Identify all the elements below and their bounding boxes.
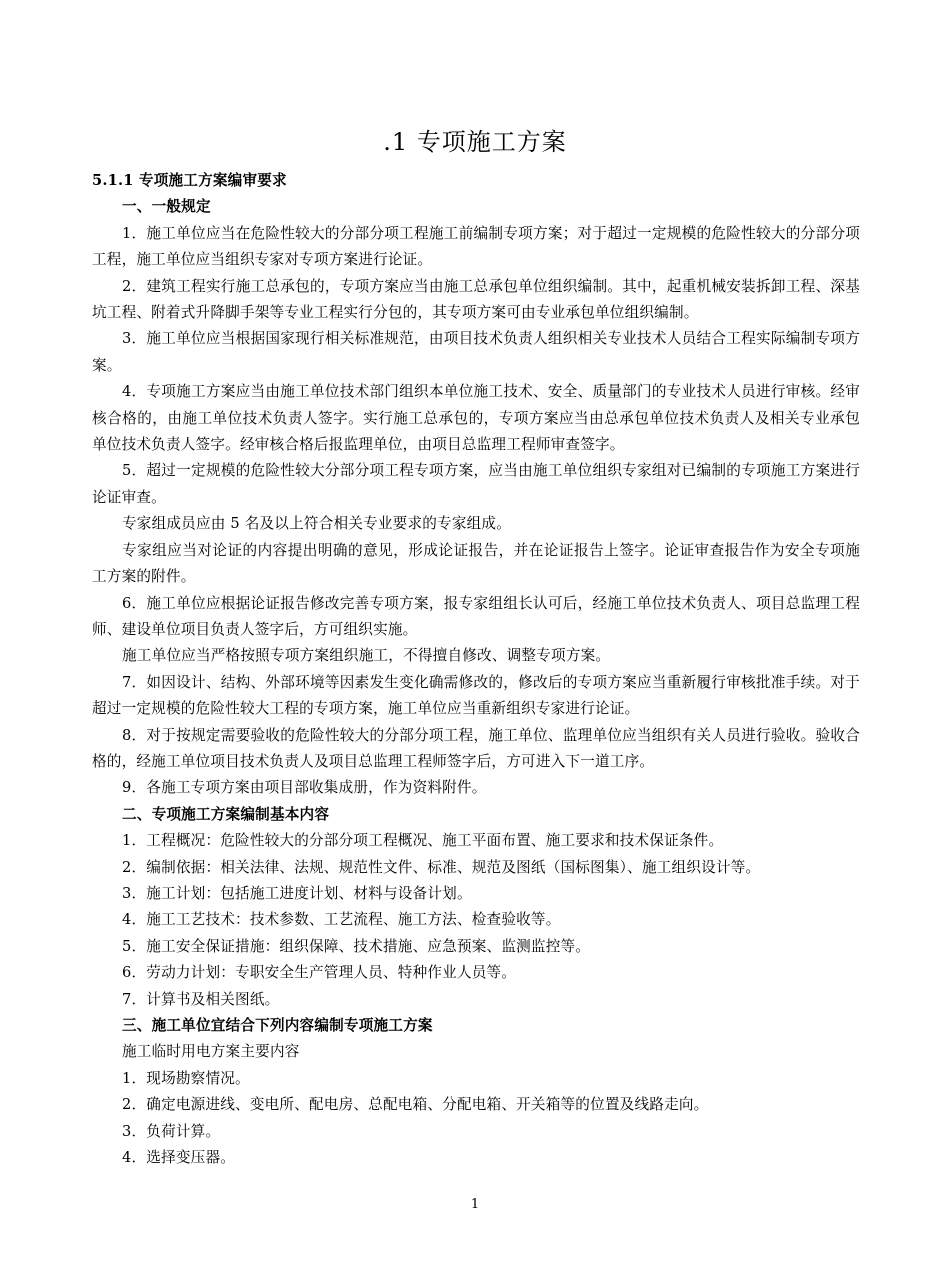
paragraph: 4．施工工艺技术：技术参数、工艺流程、施工方法、检查验收等。 [122, 911, 561, 929]
paragraph: 5．超过一定规模的危险性较大分部分项工程专项方案，应当由施工单位组织专家组对已编制的专项施工方案进行论证审查。 [92, 462, 860, 506]
paragraph: 3．施工单位应当根据国家现行相关标准规范，由项目技术负责人组织相关专业技术人员结合工程实际编制专项方案。 [92, 330, 860, 374]
page-number: 1 [470, 1197, 480, 1212]
paragraph: 4．选择变压器。 [122, 1149, 236, 1167]
paragraph: 4．专项施工方案应当由施工单位技术部门组织本单位施工技术、安全、质量部门的专业技术人员进行审核。经审核合格的，由施工单位技术负责人签字。实行施工总承包的，专项方案应当由总承包单位技术负责人及相关专业承包单位技术负责人签字。经审核合格后报监理单位，由项目总监理工程师审查签字。 [92, 383, 860, 454]
paragraph: 2．编制依据：相关法律、法规、规范性文件、标准、规范及图纸（国标图集）、施工组织设计等。 [122, 858, 761, 876]
paragraph: 6．劳动力计划：专职安全生产管理人员、特种作业人员等。 [122, 964, 517, 982]
paragraph: 2．建筑工程实行施工总承包的，专项方案应当由施工总承包单位组织编制。其中，起重机械安装拆卸工程、深基坑工程、附着式升降脚手架等专业工程实行分包的，其专项方案可由专业承包单位组织编制。 [92, 277, 860, 322]
paragraph: 7．如因设计、结构、外部环境等因素发生变化确需修改的，修改后的专项方案应当重新履行审核批准手续。对于超过一定规模的危险性较大工程的专项方案，施工单位应当重新组织专家进行论证。 [92, 673, 860, 718]
paragraph: 1．工程概况：危险性较大的分部分项工程概况、施工平面布置、施工要求和技术保证条件。 [122, 832, 724, 850]
paragraph: 1．现场勘察情况。 [122, 1069, 250, 1087]
section-heading: 5.1.1 专项施工方案编审要求 [92, 172, 287, 189]
paragraph: 7．计算书及相关图纸。 [122, 990, 280, 1008]
document-body [92, 168, 860, 1171]
paragraph: 8．对于按规定需要验收的危险性较大的分部分项工程，施工单位、监理单位应当组织有关人员进行验收。验收合格的，经施工单位项目技术负责人及项目总监理工程师签字后，方可进入下一道工序。 [92, 726, 860, 770]
section-heading: 三、施工单位宜结合下列内容编制专项施工方案 [122, 1017, 433, 1034]
paragraph: 施工临时用电方案主要内容 [122, 1043, 300, 1061]
paragraph: 5．施工安全保证措施：组织保障、技术措施、应急预案、监测监控等。 [122, 937, 591, 955]
paragraph: 3．负荷计算。 [122, 1122, 221, 1140]
paragraph: 专家组成员应由 5 名及以上符合相关专业要求的专家组成。 [122, 515, 512, 533]
paragraph: 6．施工单位应根据论证报告修改完善专项方案，报专家组组长认可后，经施工单位技术负责人、项目总监理工程师、建设单位项目负责人签字后，方可组织实施。 [92, 594, 860, 638]
paragraph: 3．施工计划：包括施工进度计划、材料与设备计划。 [122, 884, 472, 902]
paragraph: 专家组应当对论证的内容提出明确的意见，形成论证报告，并在论证报告上签字。论证审查报告作为安全专项施工方案的附件。 [92, 541, 860, 586]
paragraph: 1．施工单位应当在危险性较大的分部分项工程施工前编制专项方案；对于超过一定规模的危险性较大的分部分项工程，施工单位应当组织专家对专项方案进行论证。 [92, 224, 860, 269]
paragraph: 施工单位应当严格按照专项方案组织施工，不得擅自修改、调整专项方案。 [122, 647, 611, 665]
section-heading: 二、专项施工方案编制基本内容 [122, 805, 330, 823]
document-title: .1 专项施工方案 [383, 128, 567, 156]
paragraph: 2．确定电源进线、变电所、配电房、总配电箱、分配电箱、开关箱等的位置及线路走向。 [122, 1096, 709, 1114]
paragraph: 9．各施工专项方案由项目部收集成册，作为资料附件。 [122, 779, 487, 797]
section-heading: 一、一般规定 [122, 198, 211, 216]
